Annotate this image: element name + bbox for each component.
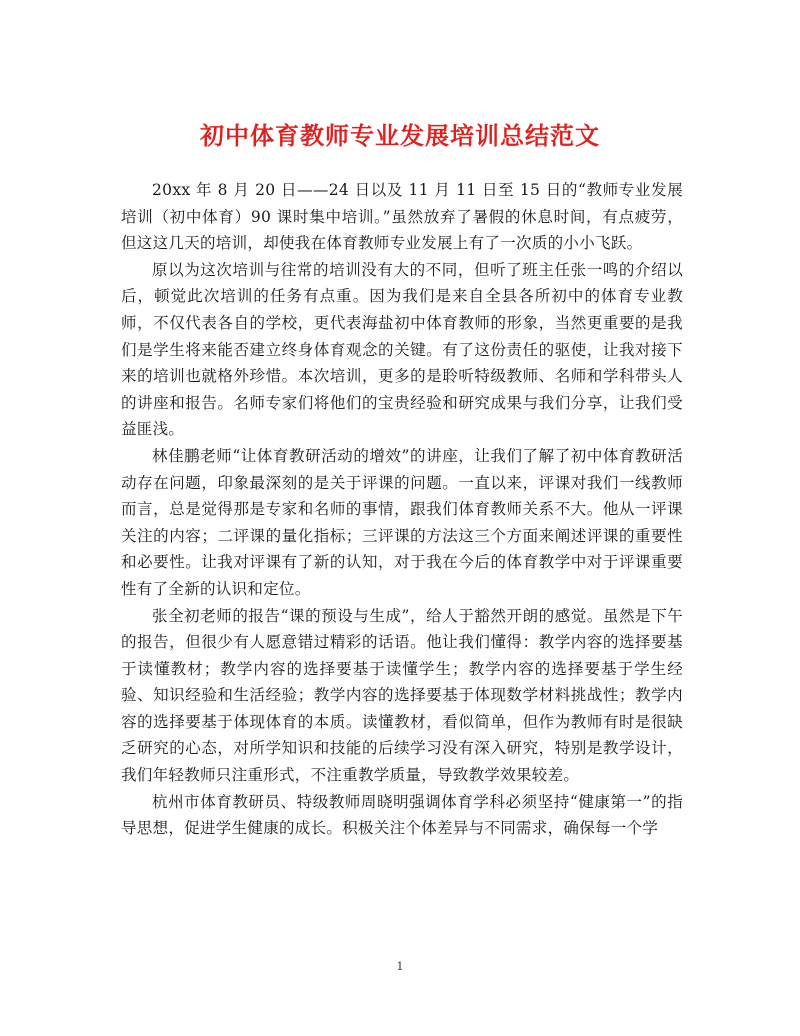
document-body — [121, 177, 683, 842]
document-title: 初中体育教师专业发展培训总结范文 — [200, 121, 600, 151]
paragraph-4: 张全初老师的报告“课的预设与生成”，给人于豁然开朗的感觉。虽然是下午的报告，但很少有人愿意错过精彩的话语。他让我们懂得：教学内容的选择要基于读懂教材；教学内容的选择要基于读懂学生；教学内容的选择要基于学生经验、知识经验和生活经验；教学内容的选择要基于体现数学材料挑战性；教学内容的选择要基于体现体育的本质。读懂教材，看似简单，但作为教师有时是很缺乏研究的心态，对所学知识和技能的后续学习没有深入研究，特别是教学设计，我们年轻教师只注重形式，不注重教学质量，导致教学效果较差。 — [121, 606, 683, 785]
paragraph-2: 原以为这次培训与往常的培训没有大的不同，但听了班主任张一鸣的介绍以后，顿觉此次培训的任务有点重。因为我们是来自全县各所初中的体育专业教师，不仅代表各自的学校，更代表海盐初中体育教师的形象，当然更重要的是我们是学生将来能否建立终身体育观念的关键。有了这份责任的驱使，让我对接下来的培训也就格外珍惜。本次培训，更多的是聆听特级教师、名师和学科带头人的讲座和报告。名师专家们将他们的宝贵经验和研究成果与我们分享，让我们受益匪浅。 — [121, 260, 683, 439]
paragraph-5: 杭州市体育教研员、特级教师周晓明强调体育学科必须坚持“健康第一”的指导思想，促进学生健康的成长。积极关注个体差异与不同需求，确保每一个学 — [121, 792, 683, 838]
paragraph-3: 林佳鹏老师“让体育教研活动的增效”的讲座，让我们了解了初中体育教研活动存在问题，印象最深刻的是关于评课的问题。一直以来，评课对我们一线教师而言，总是觉得那是专家和名师的事情，跟我们体育教师关系不大。他从一评课关注的内容；二评课的量化指标；三评课的方法这三个方面来阐述评课的重要性和必要性。让我对评课有了新的认知，对于我在今后的体育教学中对于评课重要性有了全新的认识和定位。 — [121, 446, 683, 598]
page-number: 1 — [396, 960, 404, 973]
paragraph-1: 20xx 年 8 月 20 日——24 日以及 11 月 11 日至 15 日的“教师专业发展培训（初中体育）90 课时集中培训。”虽然放弃了暑假的休息时间，有点疲劳，但这这几天的培训，却使我在体育教师专业发展上有了一次质的小小飞跃。 — [121, 181, 683, 253]
